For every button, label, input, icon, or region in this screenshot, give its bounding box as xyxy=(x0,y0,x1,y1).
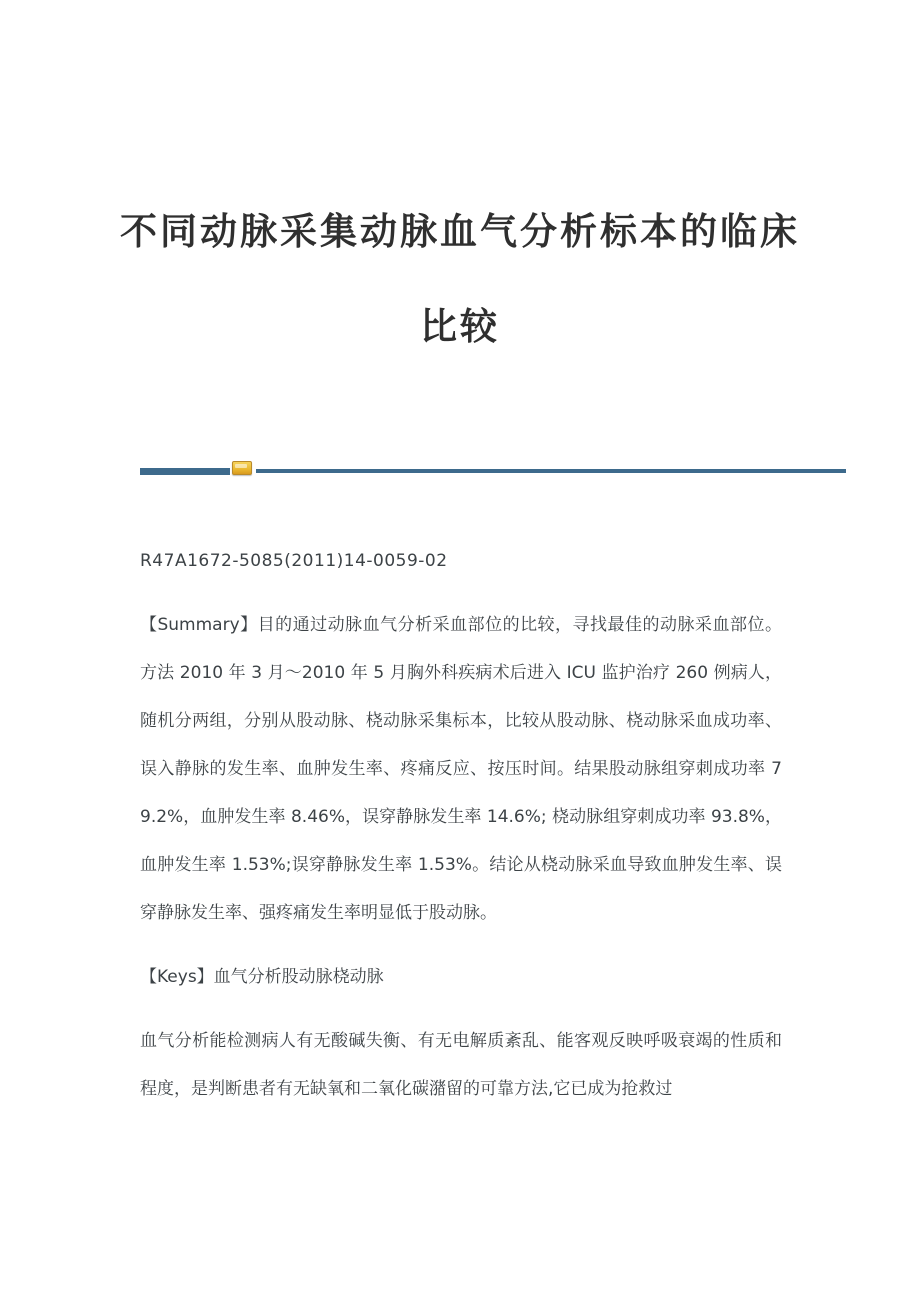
document-title-line-1: 不同动脉采集动脉血气分析标本的临床 xyxy=(120,209,800,253)
keys-paragraph: 【Keys】血气分析股动脉桡动脉 xyxy=(140,967,384,987)
article-body xyxy=(140,537,782,1113)
divider-thin-segment xyxy=(256,469,846,473)
summary-paragraph: 【Summary】目的通过动脉血气分析采血部位的比较，寻找最佳的动脉采血部位。方法 2010 年 3 月～2010 年 5 月胸外科疾病术后进入 ICU 监护治疗 260 例病人，随机分两组，分别从股动脉、桡动脉采集标本，比较从股动脉、桡动脉采血成功率、误入静脉的发生率、血肿发生率、疼痛反应、按压时间。结果股动脉组穿刺成功率 79.2%，血肿发生率 8.46%，误穿静脉发生率 14.6%; 桡动脉组穿刺成功率 93.8%，血肿发生率 1.53%;误穿静脉发生率 1.53%。结论从桡动脉采血导致血肿发生率、误穿静脉发生率、强疼痛发生率明显低于股动脉。 xyxy=(140,615,782,923)
document-title xyxy=(0,0,920,348)
document-title-line-2: 比较 xyxy=(420,304,500,348)
section-divider xyxy=(140,461,846,481)
article-code: R47A1672-5085(2011)14-0059-02 xyxy=(140,551,448,571)
body-paragraph: 血气分析能检测病人有无酸碱失衡、有无电解质紊乱、能客观反映呼吸衰竭的性质和程度，是判断患者有无缺氧和二氧化碳潴留的可靠方法,它已成为抢救过 xyxy=(140,1031,782,1099)
divider-thick-segment xyxy=(140,468,230,475)
image-clipart-icon xyxy=(232,461,252,475)
